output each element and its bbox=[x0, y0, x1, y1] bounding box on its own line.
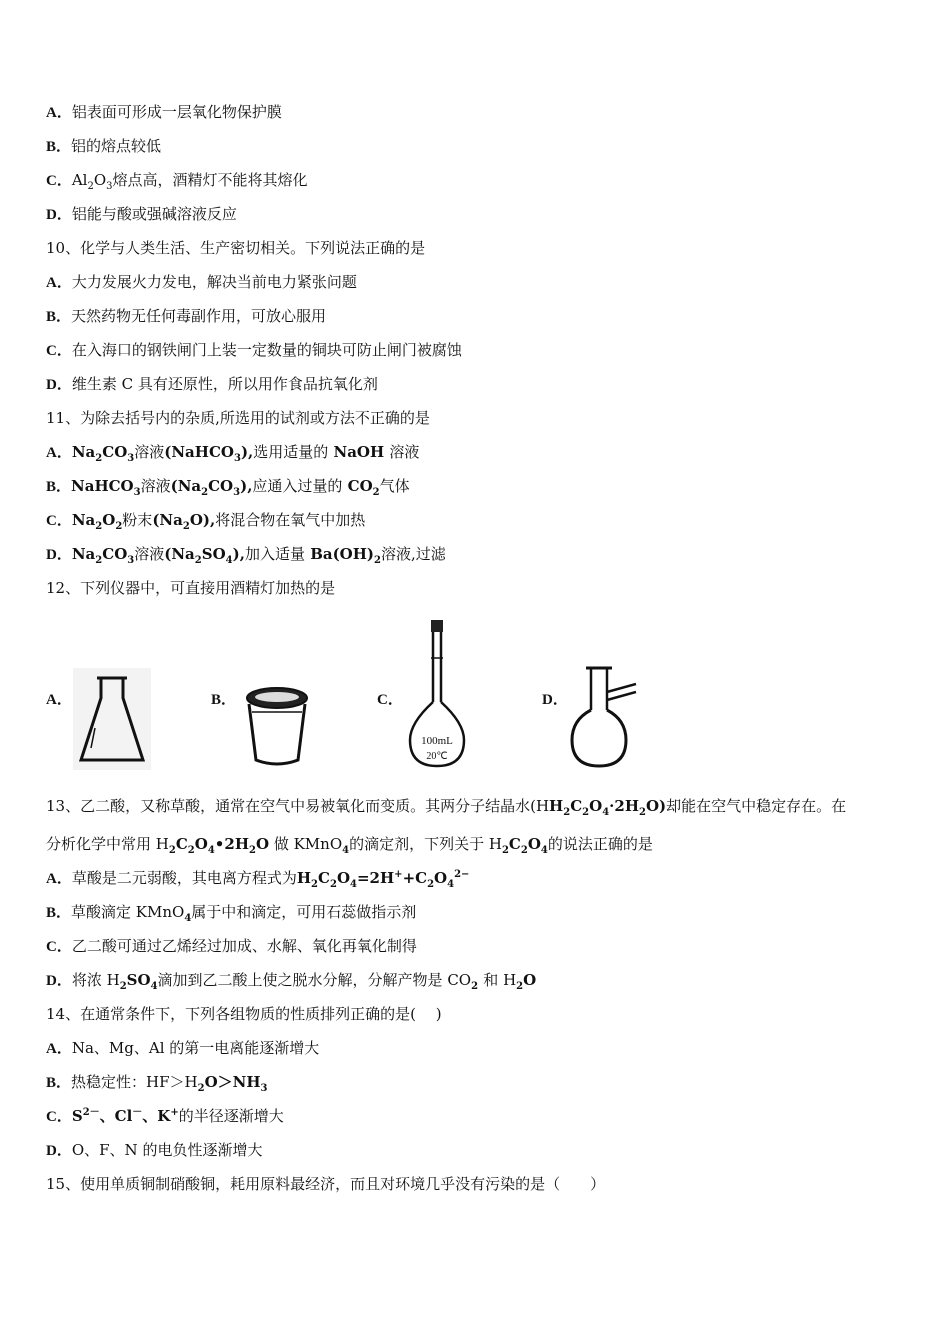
q14-option-a: A．Na、Mg、Al 的第一电离能逐渐增大 bbox=[46, 1039, 320, 1057]
q12-option-d-label: D． bbox=[542, 692, 568, 708]
q14-stem: 14、在通常条件下，下列各组物质的性质排列正确的是( ) bbox=[46, 1005, 442, 1023]
q10-option-c: C．在入海口的钢铁闸门上装一定数量的铜块可防止闸门被腐蚀 bbox=[46, 341, 462, 359]
distilling-flask-image bbox=[566, 664, 644, 770]
q14-option-d: D．O、F、N 的电负性逐渐增大 bbox=[46, 1141, 263, 1159]
erlenmeyer-flask-image bbox=[73, 668, 151, 770]
q13-option-d: D．将浓 $H_2SO_4$滴加到乙二酸上使之脱水分解，分解产物是 $CO_2$ 和 $H_2O$ bbox=[46, 971, 537, 992]
q9-option-c: C．$Al_2O_3$熔点高，酒精灯不能将其熔化 bbox=[46, 171, 308, 192]
q13-option-c: C．乙二酸可通过乙烯经过加成、水解、氧化再氧化制得 bbox=[46, 937, 417, 955]
q9-option-b: B．铝的熔点较低 bbox=[46, 137, 162, 155]
q9-option-a: A．铝表面可形成一层氧化物保护膜 bbox=[46, 103, 282, 121]
crucible-image bbox=[242, 684, 312, 770]
q15-stem: 15、使用单质铜制硝酸铜，耗用原料最经济，而且对环境几乎没有污染的是（ ） bbox=[46, 1175, 606, 1193]
q10-option-a: A．大力发展火力发电，解决当前电力紧张问题 bbox=[46, 273, 357, 291]
q12-stem: 12、下列仪器中，可直接用酒精灯加热的是 bbox=[46, 579, 336, 597]
q14-option-b: B．热稳定性：$HF>H_2O>NH_3$ bbox=[46, 1073, 268, 1094]
q10-stem: 10、化学与人类生活、生产密切相关。下列说法正确的是 bbox=[46, 239, 426, 257]
q11-stem: 11、为除去括号内的杂质,所选用的试剂或方法不正确的是 bbox=[46, 409, 430, 427]
q13-option-b: B．草酸滴定 KMnO$_4$属于中和滴定，可用石蕊做指示剂 bbox=[46, 903, 417, 924]
q11-option-c: C．$Na_2O_2$粉末$(Na_2O)$,将混合物在氧气中加热 bbox=[46, 511, 366, 532]
q9-option-d: D．铝能与酸或强碱溶液反应 bbox=[46, 205, 237, 223]
q12-option-b-label: B． bbox=[211, 692, 237, 708]
q11-option-d: D．$Na_2CO_3$溶液$(Na_2SO_4)$,加入适量 $Ba(OH)_2$溶液,过滤 bbox=[46, 545, 446, 566]
q13-stem-line2: 分析化学中常用 $H_2C_2O_4•2H_2O$ 做 KMnO$_4$的滴定剂，下列关于 $H_2C_2O_4$的说法正确的是 bbox=[46, 835, 653, 856]
al2o3-formula: $Al_2O_3$ bbox=[71, 171, 113, 192]
q12-option-a-label: A． bbox=[46, 692, 72, 708]
q11-option-a: A．$Na_2CO_3$溶液(NaHCO$_3$),选用适量的 NaOH 溶液 bbox=[46, 443, 420, 464]
q10-option-d: D．维生素 C 具有还原性，所以用作食品抗氧化剂 bbox=[46, 375, 378, 393]
q13-stem-line1: 13、乙二酸，又称草酸，通常在空气中易被氧化而变质。其两分子结晶水$(HH_2C_2O_4\cdot 2H_2O)$却能在空气中稳定存在。在 bbox=[46, 797, 847, 818]
q14-option-c: C．$S^{2-}$、Cl－、K+的半径逐渐增大 bbox=[46, 1107, 284, 1125]
q11-option-b: B．NaHCO$_3$溶液$(Na_2CO_3)$,应通入过量的 $CO_2$气体 bbox=[46, 477, 410, 498]
flask-volume-label: 100mL bbox=[421, 735, 453, 747]
q10-option-b: B．天然药物无任何毒副作用，可放心服用 bbox=[46, 307, 327, 325]
q12-option-c-label: C． bbox=[377, 692, 403, 708]
volumetric-flask-image bbox=[400, 618, 472, 770]
q13-option-a: A．草酸是二元弱酸，其电离方程式为$H_2C_2O_4=2H^++C_2O_4^{2-}$ bbox=[46, 869, 470, 890]
flask-temperature-label: 20℃ bbox=[426, 751, 448, 762]
